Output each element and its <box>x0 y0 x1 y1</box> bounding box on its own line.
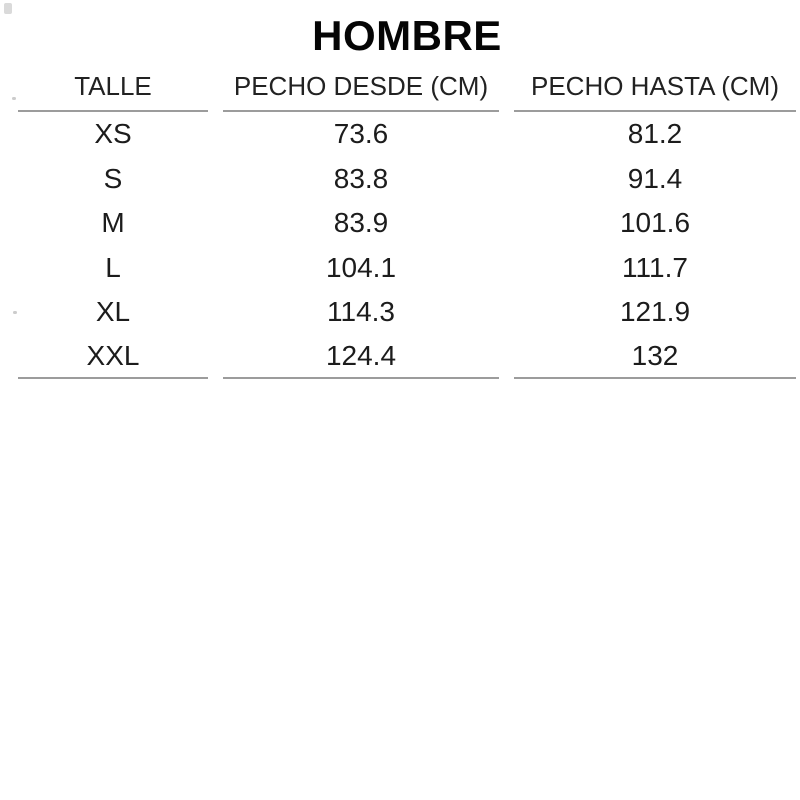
pecho-hasta-value: 121.9 <box>619 296 691 328</box>
pecho-desde-value: 124.4 <box>223 335 499 380</box>
size-label: S <box>103 162 123 194</box>
pecho-hasta-value: 91.4 <box>627 162 683 194</box>
column-header-pecho-hasta: PECHO HASTA (CM) <box>514 64 796 112</box>
pecho-desde-value: 83.9 <box>333 207 389 239</box>
size-label: L <box>105 251 121 283</box>
pecho-hasta-value: 81.2 <box>627 118 683 150</box>
size-table <box>18 64 796 379</box>
pecho-desde-value: 83.8 <box>333 162 389 194</box>
column-header-pecho-desde: PECHO DESDE (CM) <box>223 64 499 112</box>
size-label: M <box>101 207 125 239</box>
scan-artifact-corner <box>4 3 12 14</box>
pecho-desde-value: 114.3 <box>327 296 395 328</box>
size-label: XL <box>95 296 131 328</box>
pecho-desde-value: 104.1 <box>325 251 397 283</box>
pecho-desde-value: 73.6 <box>333 118 389 150</box>
scan-artifact-dot <box>12 97 16 100</box>
page-title: HOMBRE <box>312 12 502 59</box>
scan-artifact-dot <box>13 311 17 314</box>
pecho-hasta-value: 111.7 <box>622 251 688 283</box>
pecho-hasta-value: 101.6 <box>619 207 691 239</box>
size-label: XS <box>94 118 132 150</box>
size-label: XXL <box>18 335 208 380</box>
pecho-hasta-value: 132 <box>514 335 796 380</box>
column-header-talle: TALLE <box>18 64 208 112</box>
